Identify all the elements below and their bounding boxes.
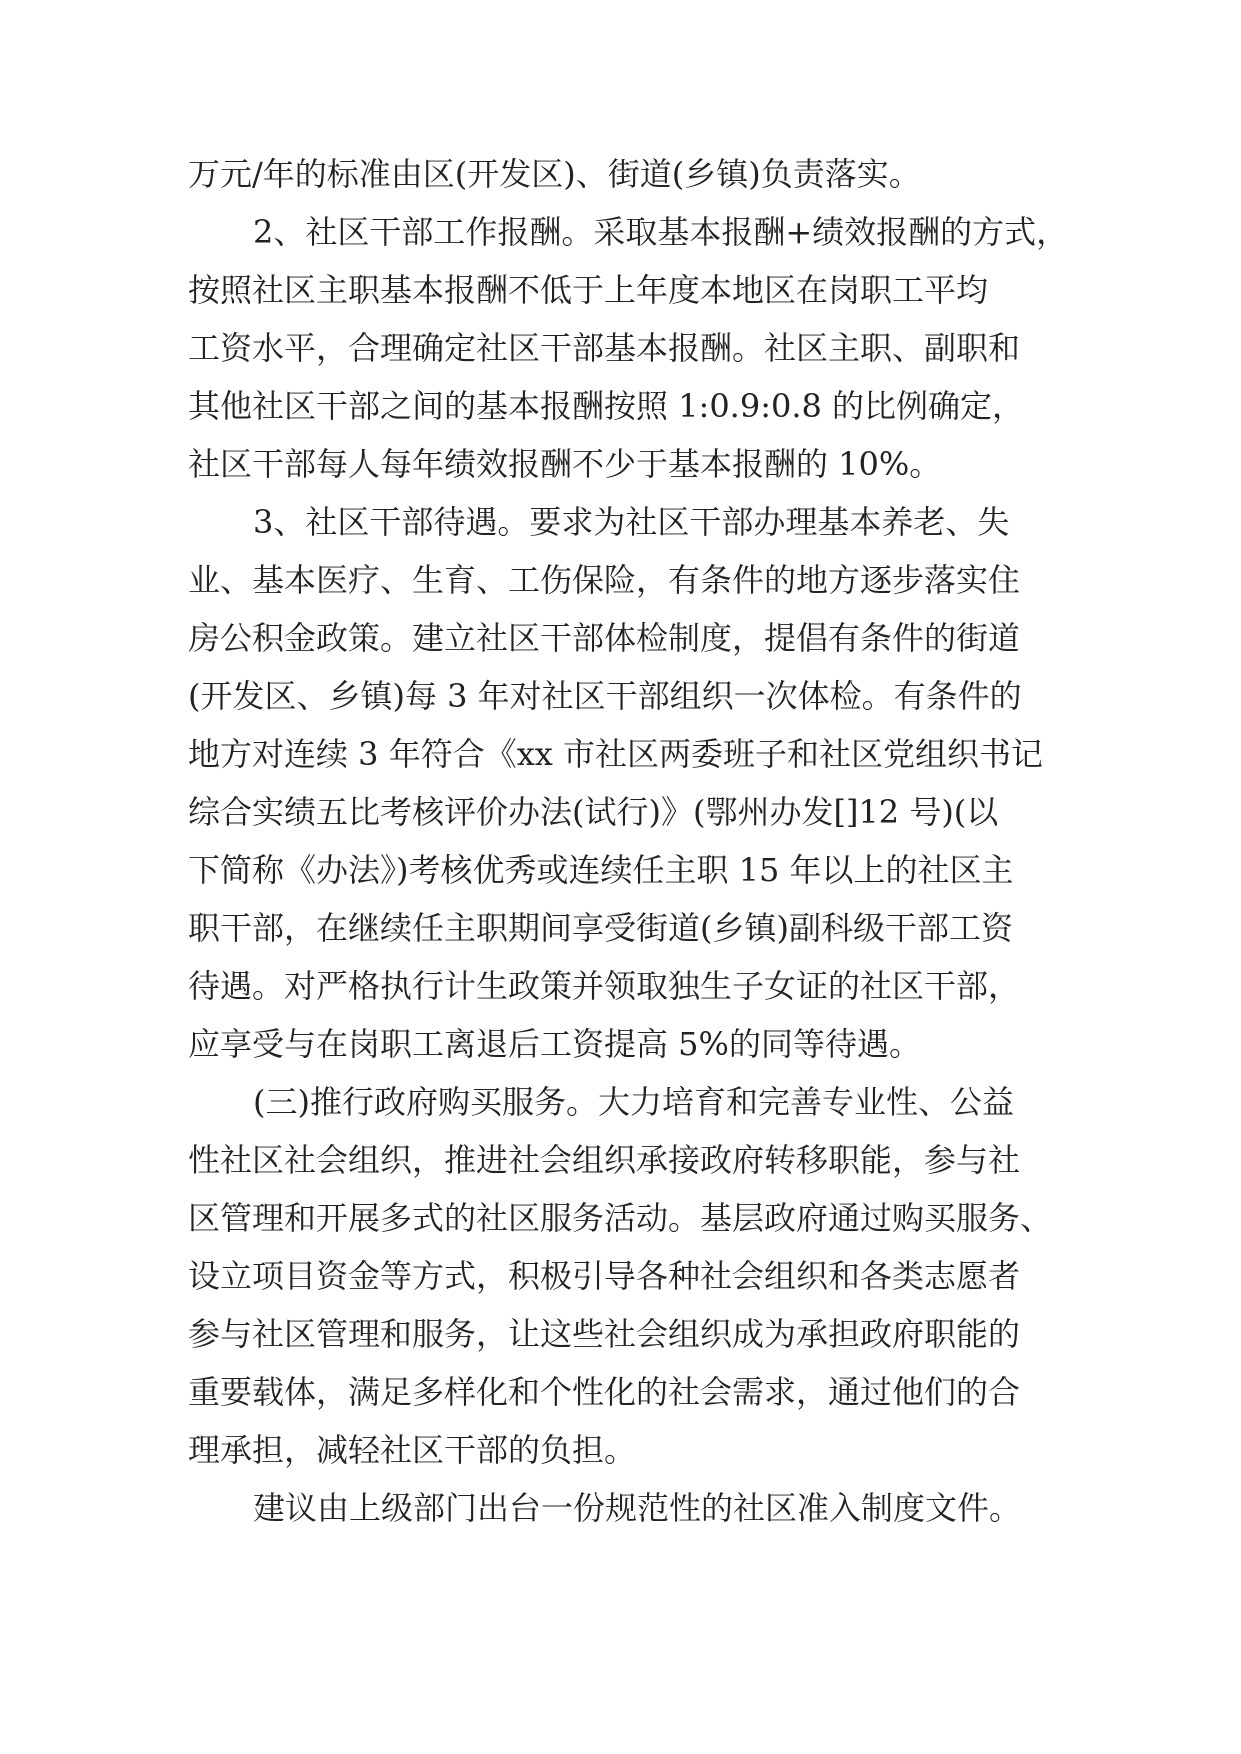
body-text-line: (开发区、乡镇)每 3 年对社区干部组织一次体检。有条件的 [188,677,1022,715]
body-text-line: 工资水平，合理确定社区干部基本报酬。社区主职、副职和 [188,329,1021,367]
body-text-line: 性社区社会组织，推进社会组织承接政府转移职能，参与社 [188,1141,1021,1179]
body-text-line: 2、社区干部工作报酬。采取基本报酬+绩效报酬的方式， [253,213,1069,251]
body-text-line: 设立项目资金等方式，积极引导各种社会组织和各类志愿者 [188,1257,1021,1295]
body-text-line: 地方对连续 3 年符合《xx 市社区两委班子和社区党组织书记 [188,735,1043,773]
body-text-line: 理承担，减轻社区干部的负担。 [188,1431,637,1469]
body-text-line: (三)推行政府购买服务。大力培育和完善专业性、公益 [253,1083,1014,1121]
body-text-line: 下简称《办法》)考核优秀或连续任主职 15 年以上的社区主 [188,851,1014,889]
body-text-line: 万元/年的标准由区(开发区)、街道(乡镇)负责落实。 [188,155,921,193]
body-text-line: 应享受与在岗职工离退后工资提高 5%的同等待遇。 [188,1025,921,1063]
body-text-line: 业、基本医疗、生育、工伤保险，有条件的地方逐步落实住 [188,561,1021,599]
body-text-line: 房公积金政策。建立社区干部体检制度，提倡有条件的街道 [188,619,1021,657]
body-text-line: 社区干部每人每年绩效报酬不少于基本报酬的 10%。 [188,445,942,483]
body-text-line: 3、社区干部待遇。要求为社区干部办理基本养老、失 [253,503,1010,541]
body-text-line: 参与社区管理和服务，让这些社会组织成为承担政府职能的 [188,1315,1021,1353]
body-text-line: 区管理和开展多式的社区服务活动。基层政府通过购买服务、 [188,1199,1053,1237]
body-text-line: 待遇。对严格执行计生政策并领取独生子女证的社区干部， [188,967,1021,1005]
body-text-line: 职干部，在继续任主职期间享受街道(乡镇)副科级干部工资 [188,909,1013,947]
body-text-line: 按照社区主职基本报酬不低于上年度本地区在岗职工平均 [188,271,989,309]
body-text-line: 其他社区干部之间的基本报酬按照 1:0.9:0.8 的比例确定， [188,387,1025,425]
body-text-line: 综合实绩五比考核评价办法(试行)》(鄂州办发[]12 号)(以 [188,793,999,831]
body-text-line: 建议由上级部门出台一份规范性的社区准入制度文件。 [253,1489,1022,1527]
body-text-line: 重要载体，满足多样化和个性化的社会需求，通过他们的合 [188,1373,1021,1411]
